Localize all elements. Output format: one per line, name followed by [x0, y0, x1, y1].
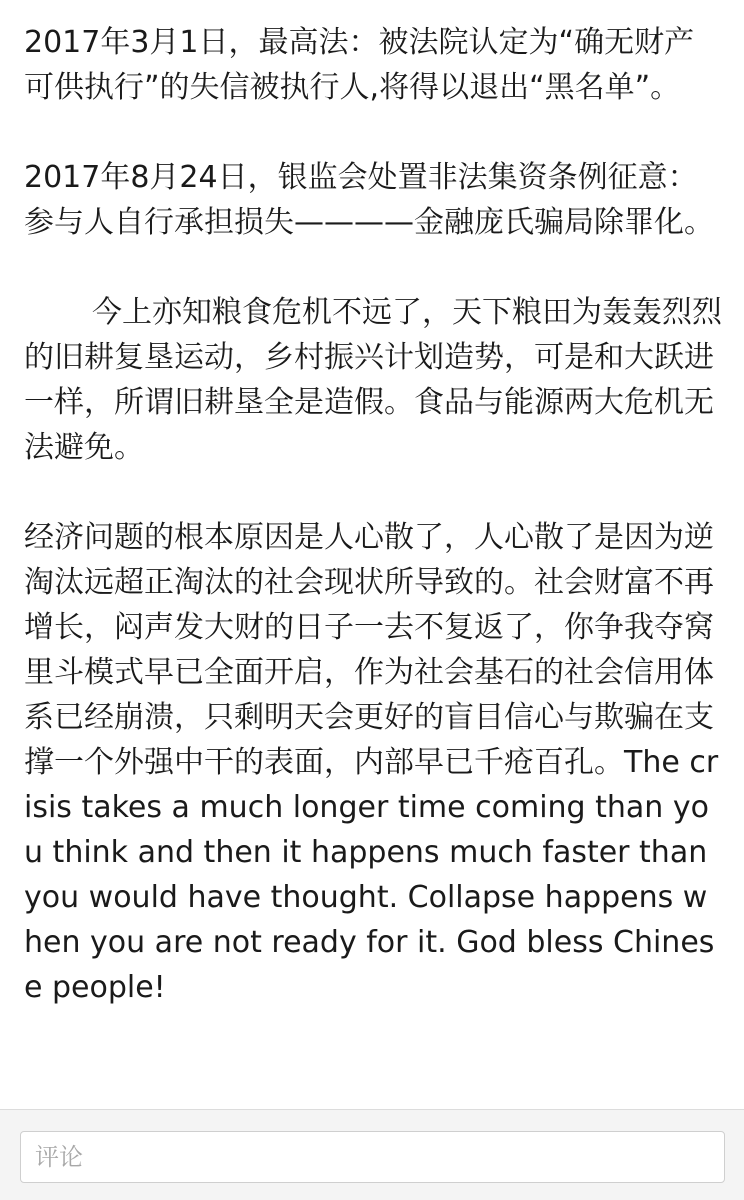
- paragraph-food-crisis: 今上亦知粮食危机不远了，天下粮田为轰轰烈烈的旧耕复垦运动，乡村振兴计划造势，可是和大跃进一样，所谓旧耕垦全是造假。食品与能源两大危机无法避免。: [24, 295, 722, 465]
- comment-input[interactable]: [20, 1131, 725, 1183]
- paragraph-supreme-court: 2017年3月1日，最高法：被法院认定为“确无财产可供执行”的失信被执行人,将得以退出“黑名单”。: [24, 25, 695, 105]
- paragraph-cbrc: 2017年8月24日，银监会处置非法集资条例征意：参与人自行承担损失————金融庞氏骗局除罪化。: [24, 160, 714, 240]
- paragraph-spacer: [24, 470, 724, 515]
- comment-bar: [0, 1109, 744, 1200]
- paragraph-spacer: [24, 110, 724, 155]
- article-body: [24, 20, 724, 1010]
- paragraph-spacer: [24, 245, 724, 290]
- paragraph-economy: 经济问题的根本原因是人心散了，人心散了是因为逆淘汰远超正淘汰的社会现状所导致的。社会财富不再增长，闷声发大财的日子一去不复返了，你争我夺窝里斗模式早已全面开启，作为社会基石的社会信用体系已经崩溃，只剩明天会更好的盲目信心与欺骗在支撑一个外强中干的表面，内部早已千疮百孔。The crisis takes a much longer time coming than you think and then it happens much faster than you would have thought. Collapse happens when you are not ready for it. God bless Chinese people!: [24, 520, 719, 1005]
